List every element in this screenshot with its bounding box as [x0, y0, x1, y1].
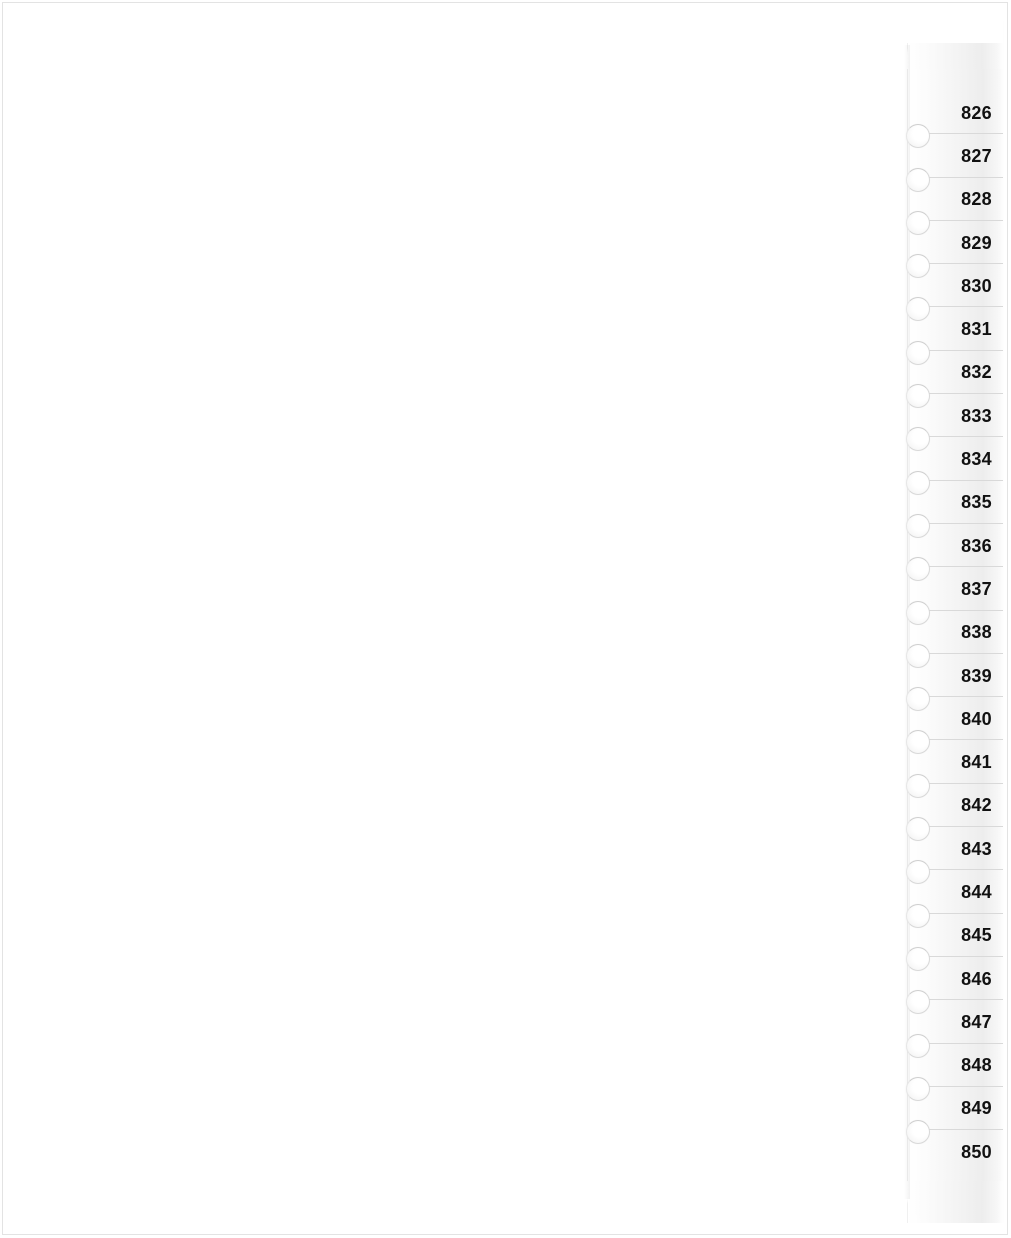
tab-label: 833 — [961, 405, 992, 426]
tab-separator — [921, 436, 1003, 437]
tab-scallop-icon — [906, 817, 930, 841]
tab-separator — [921, 783, 1003, 784]
tab-separator — [921, 999, 1003, 1000]
tab-label: 849 — [961, 1098, 992, 1119]
divider-body — [3, 3, 1007, 1234]
tab-label: 848 — [961, 1055, 992, 1076]
tab-scallop-icon — [906, 427, 930, 451]
tab-scallop-icon — [906, 514, 930, 538]
tab-label: 826 — [961, 102, 992, 123]
tab-scallop-icon — [906, 254, 930, 278]
tab-item[interactable] — [907, 1130, 1003, 1173]
tab-scallop-icon — [906, 947, 930, 971]
tab-scallop-icon — [906, 990, 930, 1014]
tab-list — [907, 21, 1003, 1223]
tab-separator — [921, 1043, 1003, 1044]
tab-separator — [921, 913, 1003, 914]
tab-scallop-icon — [906, 904, 930, 928]
tab-separator — [921, 826, 1003, 827]
tab-separator — [921, 177, 1003, 178]
tab-scallop-icon — [906, 168, 930, 192]
tab-label: 839 — [961, 665, 992, 686]
tab-label: 850 — [961, 1141, 992, 1162]
tab-separator — [921, 1129, 1003, 1130]
tab-scallop-icon — [906, 557, 930, 581]
tab-scallop-icon — [906, 1034, 930, 1058]
tab-label: 830 — [961, 275, 992, 296]
tab-label: 844 — [961, 881, 992, 902]
tab-scallop-icon — [906, 730, 930, 754]
tab-scallop-icon — [906, 774, 930, 798]
tab-scallop-icon — [906, 211, 930, 235]
tab-separator — [921, 350, 1003, 351]
tab-column — [907, 21, 1003, 1223]
tab-label: 829 — [961, 232, 992, 253]
tab-label: 841 — [961, 752, 992, 773]
tab-label: 847 — [961, 1011, 992, 1032]
tab-scallop-icon — [906, 341, 930, 365]
tab-separator — [921, 696, 1003, 697]
tab-label: 832 — [961, 362, 992, 383]
tab-scallop-icon — [906, 384, 930, 408]
tab-label: 843 — [961, 838, 992, 859]
tab-separator — [921, 566, 1003, 567]
tab-label: 846 — [961, 968, 992, 989]
tab-separator — [921, 739, 1003, 740]
tab-scallop-icon — [906, 860, 930, 884]
tab-label: 827 — [961, 145, 992, 166]
tab-separator — [921, 523, 1003, 524]
tab-label: 831 — [961, 319, 992, 340]
tab-separator — [921, 220, 1003, 221]
tab-separator — [921, 393, 1003, 394]
tab-label: 834 — [961, 449, 992, 470]
tab-separator — [921, 956, 1003, 957]
tab-label: 842 — [961, 795, 992, 816]
tab-scallop-icon — [906, 1077, 930, 1101]
tab-separator — [921, 263, 1003, 264]
tab-scallop-icon — [906, 687, 930, 711]
tab-label: 840 — [961, 708, 992, 729]
tab-label: 838 — [961, 622, 992, 643]
tab-separator — [921, 653, 1003, 654]
tab-label: 835 — [961, 492, 992, 513]
tab-separator — [921, 869, 1003, 870]
tab-scallop-icon — [906, 644, 930, 668]
tab-scallop-icon — [906, 297, 930, 321]
tab-separator — [921, 306, 1003, 307]
tab-label: 837 — [961, 578, 992, 599]
tab-separator — [921, 610, 1003, 611]
tab-scallop-icon — [906, 601, 930, 625]
tab-label: 845 — [961, 925, 992, 946]
tab-separator — [921, 1086, 1003, 1087]
tab-separator — [921, 133, 1003, 134]
tab-separator — [921, 480, 1003, 481]
tab-label: 828 — [961, 189, 992, 210]
tab-label: 836 — [961, 535, 992, 556]
tab-scallop-icon — [906, 1120, 930, 1144]
tab-scallop-icon — [906, 124, 930, 148]
tab-scallop-icon — [906, 471, 930, 495]
